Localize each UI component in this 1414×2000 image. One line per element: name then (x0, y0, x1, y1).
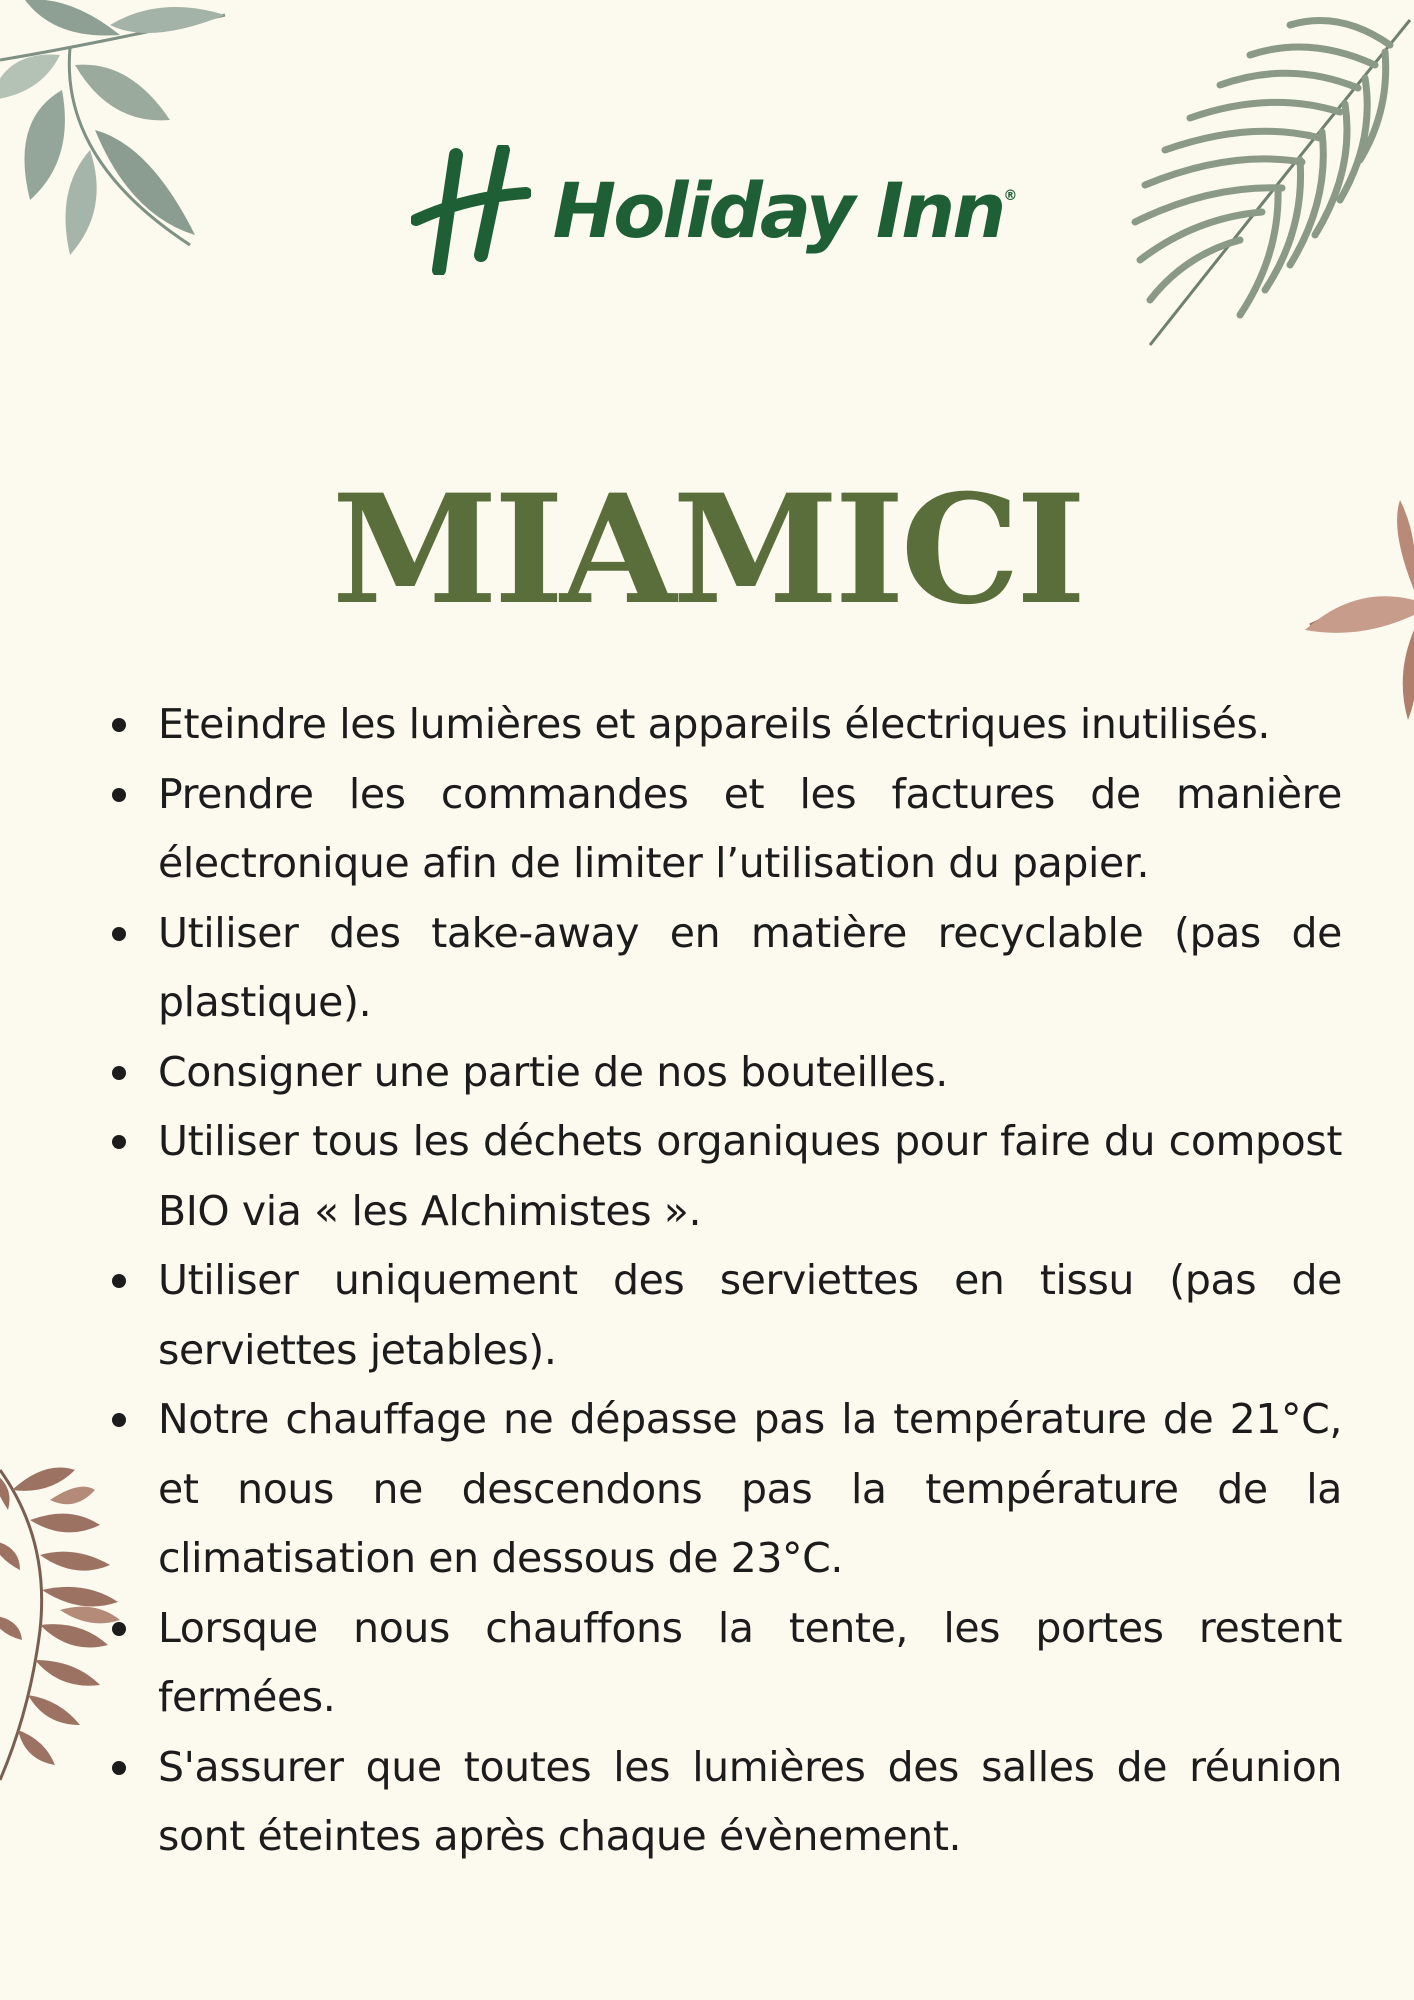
fern-sprig-icon (0, 1450, 130, 1800)
list-item: Lorsque nous chauffons la tente, les portes restent fermées. (158, 1594, 1342, 1733)
list-item: Prendre les commandes et les factures de manière électronique afin de limiter l’utilisation du papier. (158, 760, 1342, 899)
brand-name: Holiday Inn ® (552, 165, 1018, 255)
eco-actions-list (158, 690, 1342, 1872)
list-item: Utiliser des take-away en matière recyclable (pas de plastique). (158, 899, 1342, 1038)
registered-mark: ® (1003, 187, 1018, 204)
list-item: Utiliser tous les déchets organiques pour faire du compost BIO via « les Alchimistes ». (158, 1107, 1342, 1246)
holiday-inn-h-icon (411, 145, 531, 275)
list-item: Consigner une partie de nos bouteilles. (158, 1038, 1342, 1108)
page-title: MIAMICI (331, 462, 1083, 638)
list-item: Eteindre les lumières et appareils électriques inutilisés. (158, 690, 1342, 760)
list-item: Utiliser uniquement des serviettes en tissu (pas de serviettes jetables). (158, 1246, 1342, 1385)
list-item: Notre chauffage ne dépasse pas la température de 21°C, et nous ne descendons pas la température de la climatisation en dessous de 23°C. (158, 1385, 1342, 1594)
holiday-inn-logo (0, 140, 1414, 280)
list-item: S'assurer que toutes les lumières des salles de réunion sont éteintes après chaque évènement. (158, 1733, 1342, 1872)
